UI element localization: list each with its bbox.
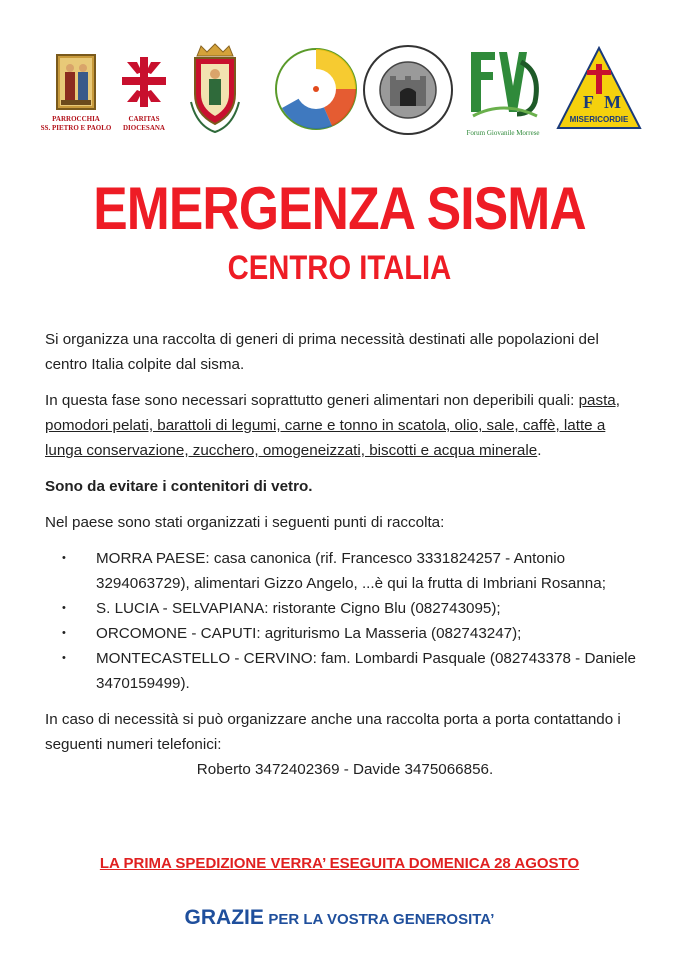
pro-loco-castle-icon [362,40,454,140]
thanks-text: PER LA VOSTRA GENEROSITA’ [268,911,495,928]
comune-crest-logo [187,42,243,139]
misericordie-caption: MISERICORDIE [569,115,629,124]
misericordie-logo [556,46,642,137]
collection-point-text: MONTECASTELLO - CERVINO: fam. Lombardi Pasquale (082743378 - Daniele 3470159499). [96,650,636,692]
forum-giovanile-logo [460,42,546,138]
intro-paragraph: Si organizza una raccolta di generi di prima necessità destinati alle popolazioni del centro Italia colpite dal sisma. [45,331,599,373]
bullet: • [62,552,66,564]
needs-prefix: In questa fase sono necessari soprattutto generi alimentari non deperibili quali: [45,392,579,409]
parrocchia-caption-2: SS. PIETRO E PAOLO [40,124,112,132]
saints-icon [56,54,96,110]
volontariato-logo [272,46,360,137]
list-item [45,596,645,621]
forum-emblem-icon [461,42,545,124]
needs-list: pasta, pomodori pelati, barattoli di legumi, carne e tonno in scatola, olio, sale, caffè, latte a lunga conservazione, zucchero, omogeneizzati, biscotti e acqua minerale [45,392,620,459]
avoid-glass-note: Sono da evitare i contenitori di vetro. [45,478,313,495]
page-subtitle: CENTRO ITALIA [227,249,452,287]
caritas-cross-icon [119,54,169,110]
bullet: • [62,652,66,664]
svg-text:F: F [583,92,594,112]
parrocchia-caption-1: PARROCCHIA [52,115,100,123]
needs-suffix: . [537,442,542,459]
bullet: • [62,602,66,614]
points-intro: Nel paese sono stati organizzati i seguenti punti di raccolta: [45,514,445,531]
list-item [45,646,645,696]
parrocchia-logo [40,54,112,133]
svg-text:M: M [604,92,621,112]
bullet: • [62,627,66,639]
needs-paragraph [45,388,645,463]
logo-row [0,40,679,150]
list-item [45,621,645,646]
shipment-notice: LA PRIMA SPEDIZIONE VERRA’ ESEGUITA DOMENICA 28 AGOSTO [99,855,580,872]
pro-loco-logo [362,40,454,145]
collection-point-text: MORRA PAESE: casa canonica (rif. Francesco 3331824257 - Antonio 3294063729), alimentari Gizzo Angelo, ...è qui la frutta di Imbriani Rosanna; [96,550,606,592]
door-to-door-paragraph: In caso di necessità si può organizzare anche una raccolta porta a porta contattando i seguenti numeri telefonici: [45,711,621,753]
contact-numbers: Roberto 3472402369 - Davide 3475066856. [196,761,494,778]
collection-point-text: ORCOMONE - CAPUTI: agriturismo La Masseria (082743247); [96,625,522,642]
thanks-word: GRAZIE [184,906,264,929]
collection-points-list [45,546,645,696]
crest-icon [187,42,243,134]
collection-point-text: S. LUCIA - SELVAPIANA: ristorante Cigno Blu (082743095); [96,600,501,617]
thanks-line [0,906,679,930]
page-title: EMERGENZA SISMA [93,175,586,242]
volontariato-icon [272,46,360,132]
caritas-caption-1: CARITAS [128,115,160,123]
caritas-caption-2: DIOCESANA [122,124,165,132]
forum-caption: Forum Giovanile Morrese [466,129,540,137]
list-item [45,546,645,596]
caritas-logo [118,54,170,133]
misericordie-icon [556,46,642,132]
announcement-body [45,327,645,782]
